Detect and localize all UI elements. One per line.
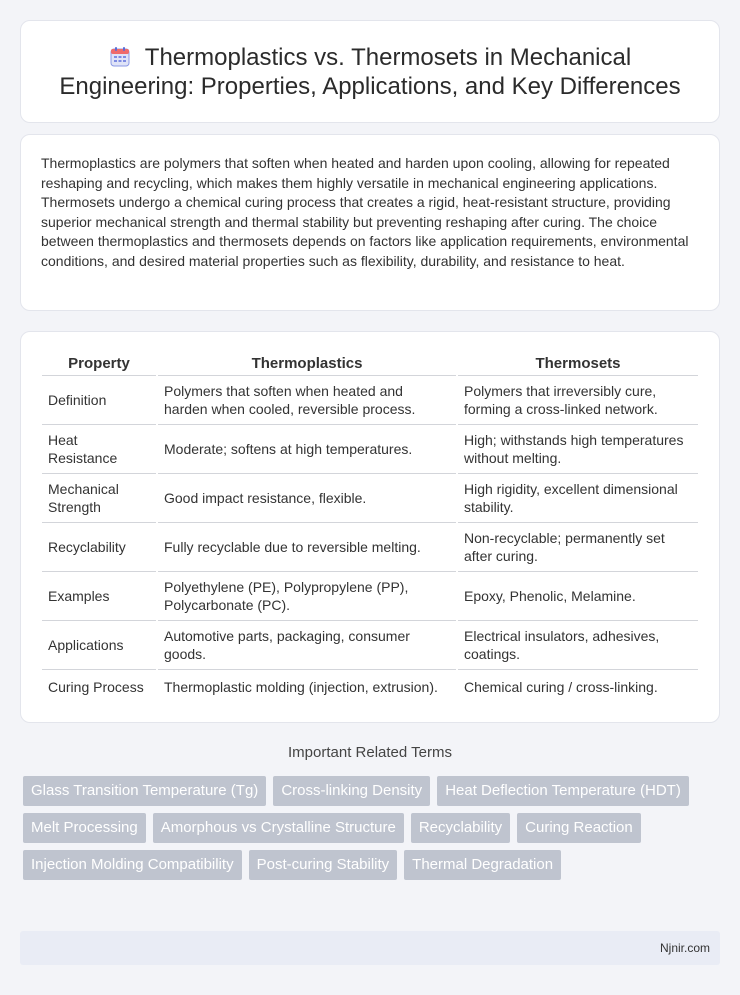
row-thermoplastics: Fully recyclable due to reversible melting.: [158, 523, 456, 572]
related-term-tag[interactable]: Cross-linking Density: [273, 776, 430, 806]
row-property: Applications: [42, 621, 156, 670]
related-term-tag[interactable]: Amorphous vs Crystalline Structure: [153, 813, 404, 843]
related-term-tag[interactable]: Glass Transition Temperature (Tg): [23, 776, 266, 806]
row-thermoplastics: Polyethylene (PE), Polypropylene (PP), Polycarbonate (PC).: [158, 572, 456, 621]
row-thermoplastics: Good impact resistance, flexible.: [158, 474, 456, 523]
table-row: [42, 670, 698, 703]
table-row: [42, 425, 698, 474]
intro-paragraph: Thermoplastics are polymers that soften when heated and harden upon cooling, allowing for repeated reshaping and recycling, which makes them highly versatile in mechanical engineering applications. Thermosets undergo a chemical curing process that creates a rigid, heat-resistant structure, providing superior mechanical strength and thermal stability but preventing reshaping after curing. The choice between thermoplastics and thermosets depends on factors like application requirements, environmental conditions, and desired material properties such as flexibility, durability, and resistance to heat.: [41, 155, 689, 269]
footer: [20, 931, 720, 965]
related-term-tag[interactable]: Heat Deflection Temperature (HDT): [437, 776, 689, 806]
row-thermoplastics: Moderate; softens at high temperatures.: [158, 425, 456, 474]
row-thermoplastics: Automotive parts, packaging, consumer goods.: [158, 621, 456, 670]
table-header-row: [42, 352, 698, 376]
related-term-tag[interactable]: Injection Molding Compatibility: [23, 850, 242, 880]
row-thermosets: Epoxy, Phenolic, Melamine.: [458, 572, 698, 621]
table-row: [42, 621, 698, 670]
intro-card: [20, 134, 720, 311]
related-term-tag[interactable]: Curing Reaction: [517, 813, 641, 843]
row-property: Examples: [42, 572, 156, 621]
related-term-tag[interactable]: Melt Processing: [23, 813, 146, 843]
related-terms-list: [23, 776, 713, 887]
row-thermosets: Electrical insulators, adhesives, coatings.: [458, 621, 698, 670]
row-property: Mechanical Strength: [42, 474, 156, 523]
table-row: [42, 523, 698, 572]
header-thermoplastics: Thermoplastics: [158, 352, 456, 376]
page-title: [51, 43, 689, 101]
footer-site-link[interactable]: Njnir.com: [659, 941, 710, 955]
page-title-text: Thermoplastics vs. Thermosets in Mechanical Engineering: Properties, Applications, and Key Differences: [59, 44, 681, 100]
related-terms-title: Important Related Terms: [288, 744, 452, 761]
header-thermosets: Thermosets: [458, 352, 698, 376]
row-thermosets: Chemical curing / cross-linking.: [464, 678, 658, 695]
comparison-table: [40, 352, 700, 703]
related-term-tag[interactable]: Thermal Degradation: [404, 850, 561, 880]
title-card: [20, 20, 720, 123]
row-thermoplastics: Thermoplastic molding (injection, extrusion).: [164, 678, 438, 695]
header-property: Property: [42, 352, 156, 376]
row-thermosets: Polymers that irreversibly cure, forming a cross-linked network.: [458, 376, 698, 425]
table-row: [42, 474, 698, 523]
row-thermosets: Non-recyclable; permanently set after curing.: [458, 523, 698, 572]
related-term-tag[interactable]: Recyclability: [411, 813, 510, 843]
row-property: Definition: [42, 376, 156, 425]
row-thermoplastics: Polymers that soften when heated and harden when cooled, reversible process.: [158, 376, 456, 425]
related-term-tag[interactable]: Post-curing Stability: [249, 850, 398, 880]
comparison-table-card: [20, 331, 720, 723]
table-row: [42, 376, 698, 425]
row-thermosets: High rigidity, excellent dimensional stability.: [458, 474, 698, 523]
row-property: Recyclability: [42, 523, 156, 572]
table-row: [42, 572, 698, 621]
row-property: Heat Resistance: [42, 425, 156, 474]
row-property: Curing Process: [48, 678, 144, 695]
row-thermosets: High; withstands high temperatures without melting.: [458, 425, 698, 474]
calendar-icon: [109, 46, 131, 68]
